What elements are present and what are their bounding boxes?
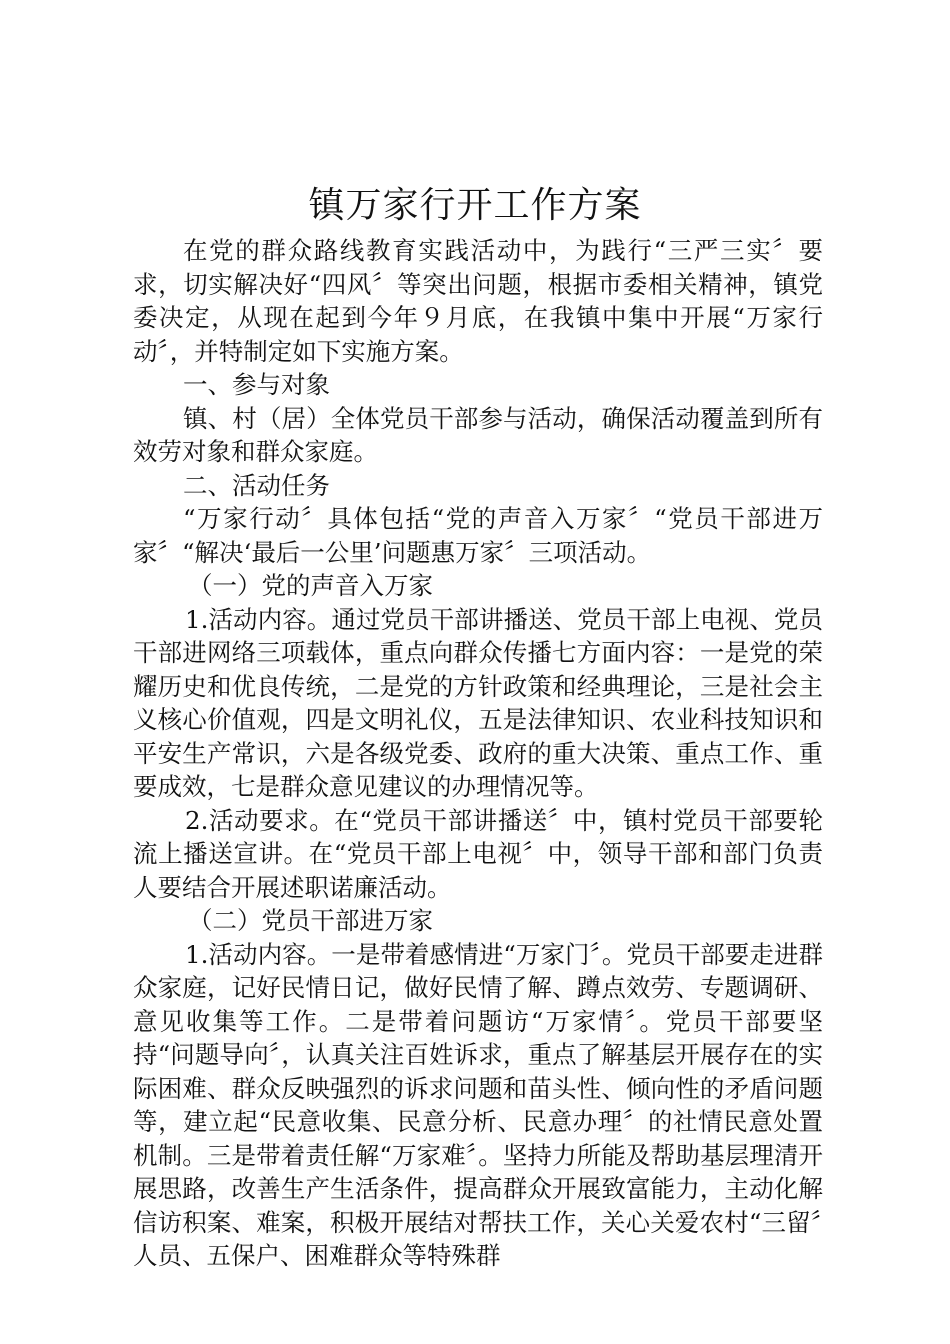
section-heading-tasks: 二、活动任务: [183, 470, 330, 500]
subsection-heading-voice: （一）党的声音入万家: [188, 571, 433, 600]
paragraph-tasks: “万家行动〞具体包括“党的声音入万家〞“党员干部进万家〞“解决‘最后一公里’问题惠万家〞三项活动。: [133, 504, 823, 567]
paragraph-participants: 镇、村（居）全体党员干部参与活动，确保活动覆盖到所有效劳对象和群众家庭。: [133, 403, 823, 466]
subsection-heading-visits: （二）党员干部进万家: [188, 906, 433, 935]
paragraph-voice-content: 1.活动内容。通过党员干部讲播送、党员干部上电视、党员干部进网络三项载体，重点向群众传播七方面内容：一是党的荣耀历史和优良传统，二是党的方针政策和经典理论，三是社会主义核心价值观，四是文明礼仪，五是法律知识、农业科技知识和平安生产常识，六是各级党委、政府的重大决策、重点工作、重要成效，七是群众意见建议的办理情况等。: [133, 604, 823, 801]
document-body: [133, 234, 823, 1273]
paragraph-voice-requirements: 2.活动要求。在“党员干部讲播送〞中，镇村党员干部要轮流上播送宣讲。在“党员干部上电视〞中，领导干部和部门负责人要结合开展述职诺廉活动。: [133, 805, 823, 902]
section-heading-participants: 一、参与对象: [183, 370, 330, 399]
paragraph-visits-content: 1.活动内容。一是带着感情进“万家门〞。党员干部要走进群众家庭，记好民情日记，做好民情了解、蹲点效劳、专题调研、意见收集等工作。二是带着问题访“万家情〞。党员干部要坚持“问题导向〞，认真关注百姓诉求，重点了解基层开展存在的实际困难、群众反映强烈的诉求问题和苗头性、倾向性的矛盾问题等，建立起“民意收集、民意分析、民意办理〞的社情民意处置机制。三是带着责任解“万家难〞。坚持力所能及帮助基层理清开展思路，改善生产生活条件，提高群众开展致富能力，主动化解信访积案、难案，积极开展结对帮扶工作，关心关爱农村“三留〞人员、五保户、困难群众等特殊群: [133, 939, 823, 1270]
document-title: 镇万家行开工作方案: [308, 185, 642, 226]
intro-paragraph: 在党的群众路线教育实践活动中，为践行“三严三实〞要求，切实解决好“四风〞等突出问题，根据市委相关精神，镇党委决定，从现在起到今年９月底，在我镇中集中开展“万家行动〞，并特制定如下实施方案。: [133, 236, 823, 366]
